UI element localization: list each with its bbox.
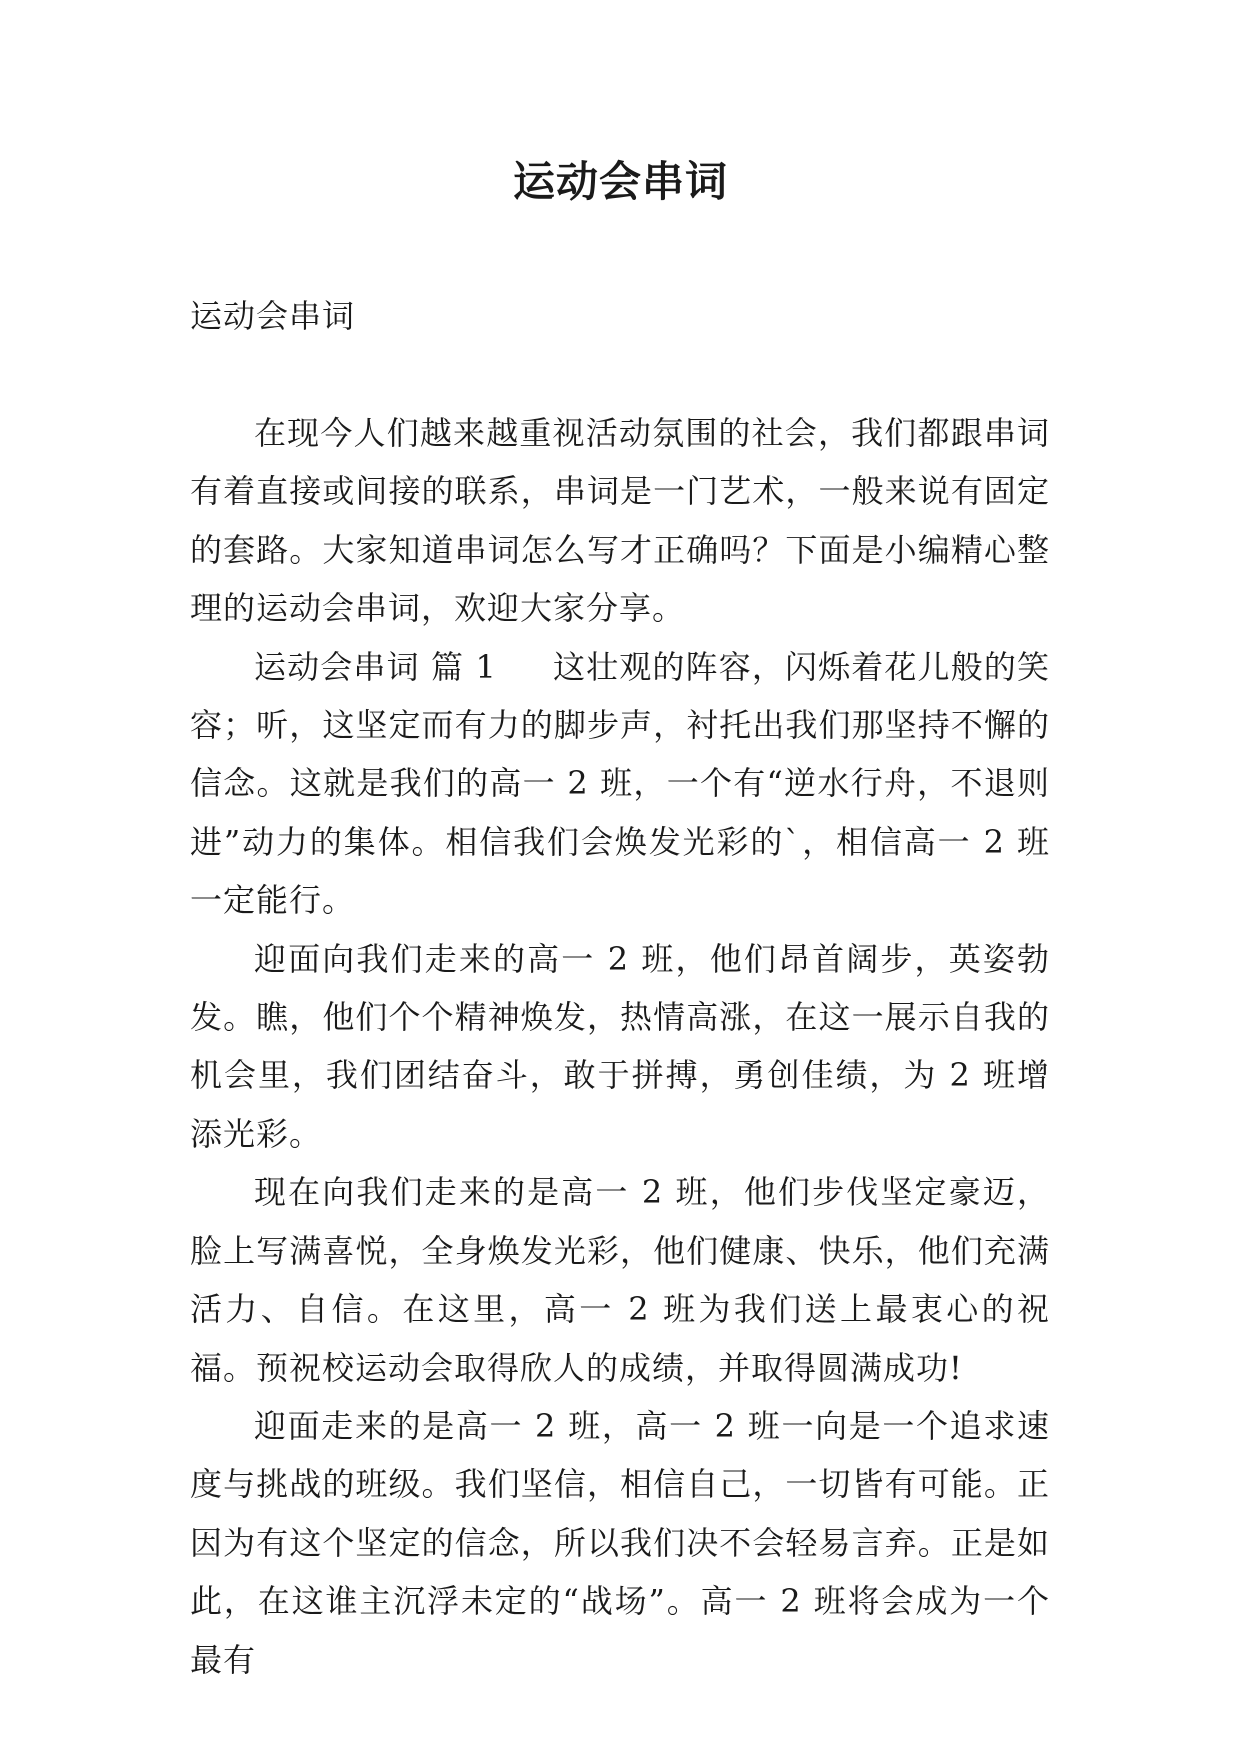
paragraph-text: 现在向我们走来的是高一 2 班，他们步伐坚定豪迈，脸上写满喜悦，全身焕发光彩，他们健康、快乐，他们充满活力、自信。在这里，高一 2 班为我们送上最衷心的祝福。预祝校运动会取得欣人的成绩，并取得圆满成功! bbox=[190, 1173, 1050, 1387]
paragraph-text: 这壮观的阵容，闪烁着花儿般的笑容；听，这坚定而有力的脚步声，衬托出我们那坚持不懈的信念。这就是我们的高一 2 班，一个有“逆水行舟，不退则进”动力的集体。相信我们会焕发光彩的`，相信高一 2 班一定能行。 bbox=[190, 647, 1050, 920]
paragraph-body bbox=[190, 1163, 1050, 1397]
paragraph-intro bbox=[190, 404, 1050, 638]
document-title: 运动会串词 bbox=[512, 157, 728, 206]
paragraph-text: 迎面向我们走来的高一 2 班，他们昂首阔步，英姿勃发。瞧，他们个个精神焕发，热情高涨，在这一展示自我的机会里，我们团结奋斗，敢于拼搏，勇创佳绩，为 2 班增添光彩。 bbox=[190, 939, 1050, 1153]
paragraph-text: 迎面走来的是高一 2 班，高一 2 班一向是一个追求速度与挑战的班级。我们坚信，相信自己，一切皆有可能。正因为有这个坚定的信念，所以我们决不会轻易言弃。正是如此，在这谁主沉浮未定的“战场”。高一 2 班将会成为一个最有 bbox=[190, 1406, 1050, 1679]
paragraph-body bbox=[190, 1397, 1050, 1689]
document-subtitle: 运动会串词 bbox=[190, 297, 356, 335]
paragraph-text: 在现今人们越来越重视活动氛围的社会，我们都跟串词有着直接或间接的联系，串词是一门艺术，一般来说有固定的套路。大家知道串词怎么写才正确吗？下面是小编精心整理的运动会串词，欢迎大家分享。 bbox=[190, 414, 1050, 628]
paragraph-body bbox=[190, 930, 1050, 1164]
section-heading: 运动会串词 篇 1 bbox=[254, 647, 497, 686]
document-body bbox=[190, 404, 1050, 1689]
paragraph-section-1 bbox=[190, 638, 1050, 930]
